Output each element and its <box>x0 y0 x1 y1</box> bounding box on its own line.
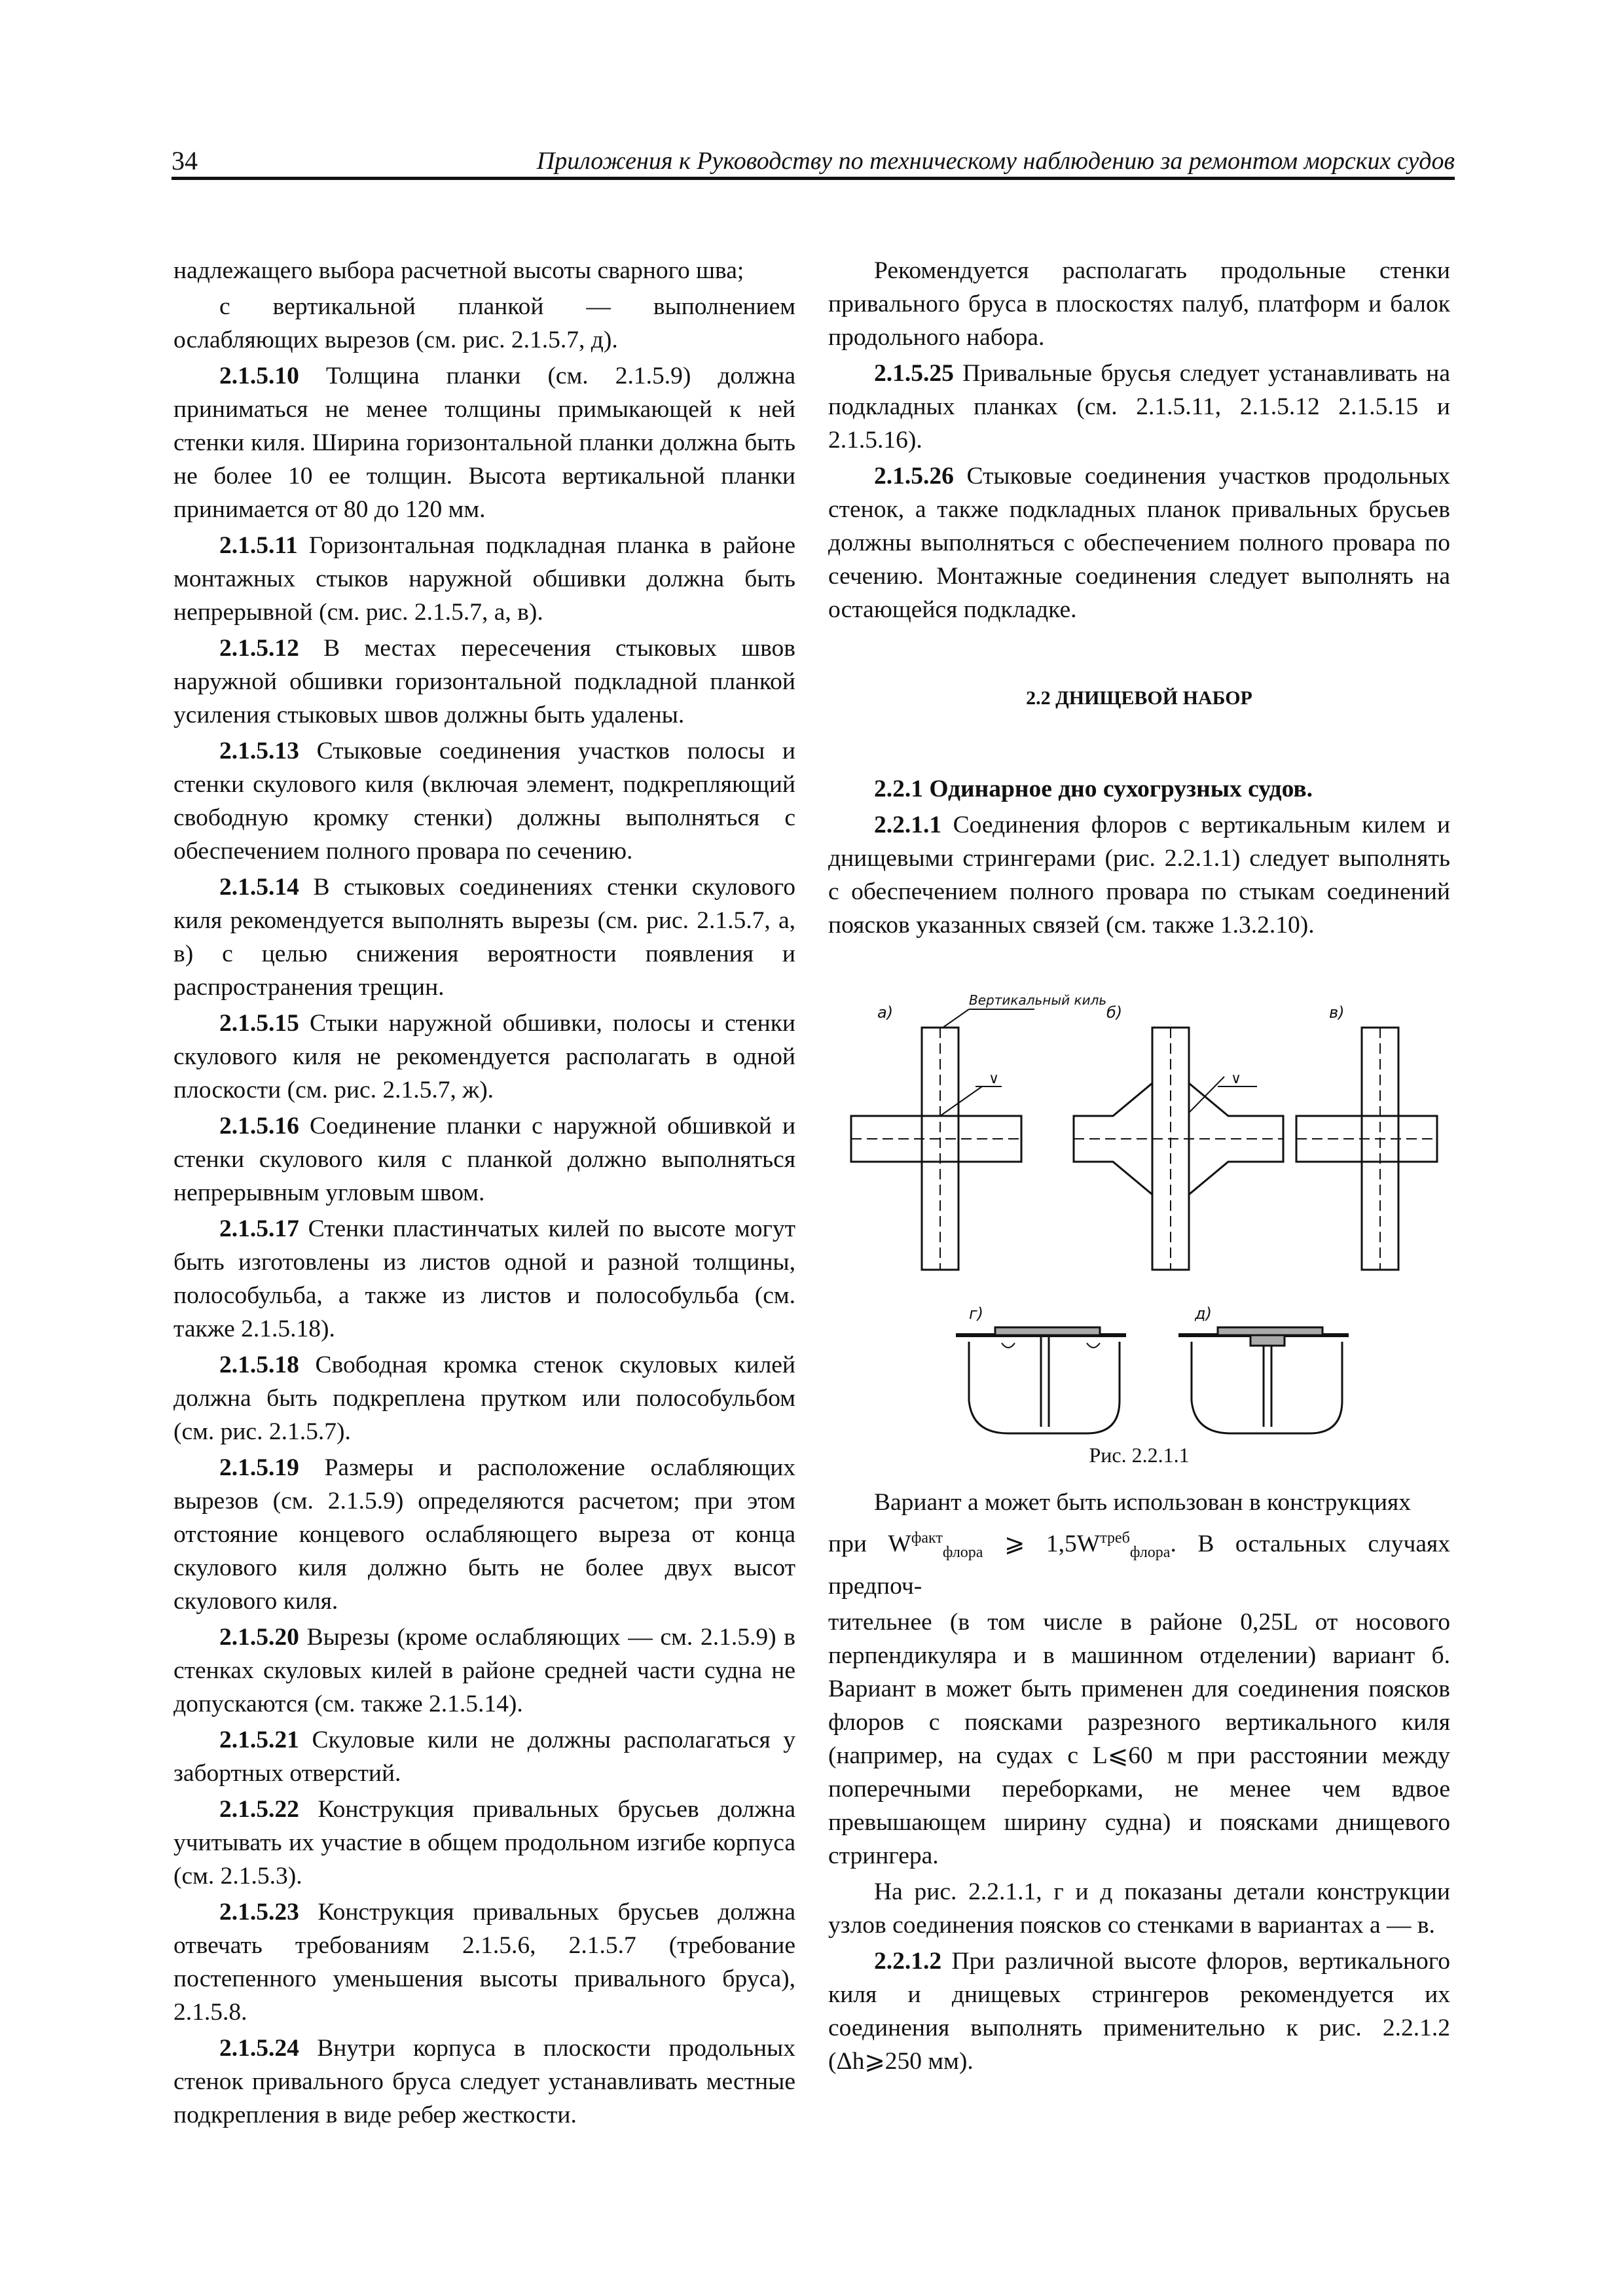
weld-symbol: ∨ <box>1231 1071 1242 1087</box>
paragraph: с вертикальной планкой — выполнением ослабляющих вырезов (см. рис. 2.1.5.7, д). <box>173 293 795 353</box>
paragraph: 2.1.5.19 Размеры и расположение ослабляющих вырезов (см. 2.1.5.9) определяются расчетом; при этом отстояние концевого ослабляющего выреза от конца скулового киля должно быть не более двух высот скулового киля. <box>173 1454 796 1615</box>
label-b: б) <box>1106 1003 1123 1022</box>
paragraph: 2.2.1.1 Соединения флоров с вертикальным килем и днищевыми стрингерами (рис. 2.2.1.1) следует выполнять с обеспечением полного провара по стыкам соединений поясков указанных связей (см. также 1.3.2.10). <box>828 812 1451 939</box>
paragraph: надлежащего выбора расчетной высоты сварного шва; <box>173 257 744 284</box>
paragraph: 2.1.5.15 Стыки наружной обшивки, полосы и стенки скулового киля не рекомендуется располагать в одной плоскости (см. рис. 2.1.5.7, ж). <box>173 1010 795 1103</box>
paragraph: 2.1.5.21 Скуловые кили не должны располагаться у забортных отверстий. <box>173 1727 796 1787</box>
after-figure-text <box>828 1486 1450 2081</box>
paragraph: 2.1.5.18 Свободная кромка стенок скуловых килей должна быть подкреплена прутком или полособульбом (см. рис. 2.1.5.7). <box>173 1352 795 1445</box>
paragraph-formula: при $W^{факт}_{флора}$ ⩾ $1,5W^{треб}_{флора}$. В остальных случаях предпоч- <box>828 1530 1450 1600</box>
figure-caption: Рис. 2.2.1.1 <box>1089 1443 1190 1467</box>
label-v: в) <box>1329 1003 1345 1022</box>
paragraph: Вариант а может быть использован в конструкциях <box>874 1489 1412 1516</box>
paragraph: 2.1.5.22 Конструкция привальных брусьев должна учитывать их участие в общем продольном изгибе корпуса (см. 2.1.5.3). <box>173 1796 795 1890</box>
left-column <box>173 254 795 2134</box>
label-g: г) <box>969 1304 983 1323</box>
header-rule <box>172 177 1455 180</box>
right-column <box>828 254 1450 629</box>
paragraph: 2.1.5.23 Конструкция привальных брусьев должна отвечать требованиям 2.1.5.6, 2.1.5.7 (требование постепенного уменьшения высоты привального бруса), 2.1.5.8. <box>173 1899 795 2026</box>
weld-symbol: ∨ <box>989 1071 1000 1087</box>
paragraph: Рекомендуется располагать продольные стенки привального бруса в плоскостях палуб, платформ и балок продольного набора. <box>828 257 1450 351</box>
label-a: а) <box>877 1003 894 1022</box>
paragraph: 2.2.1.2 При различной высоте флоров, вертикального киля и днищевых стрингеров рекомендуется их соединения выполнять применительно к рис. 2.2.1.2 (Δh⩾250 мм). <box>828 1948 1450 2075</box>
paragraph: 2.1.5.14 В стыковых соединениях стенки скулового киля рекомендуется выполнять вырезы (см. рис. 2.1.5.7, а, в) с целью снижения вероятности появления и распространения трещин. <box>173 874 796 1001</box>
page-number: 34 <box>172 146 198 175</box>
paragraph: 2.1.5.16 Соединение планки с наружной обшивкой и стенки скулового киля с планкой должно выполняться непрерывным угловым швом. <box>173 1113 796 1206</box>
paragraph: 2.1.5.20 Вырезы (кроме ослабляющих — см. 2.1.5.9) в стенках скуловых килей в районе средней части судна не допускаются (см. также 2.1.5.14). <box>173 1624 795 1717</box>
label-keel: Вертикальный киль <box>969 992 1107 1008</box>
running-title: Приложения к Руководству по техническому наблюдению за ремонтом морских судов <box>536 147 1455 175</box>
paragraph: 2.1.5.26 Стыковые соединения участков продольных стенок, а также подкладных планок привальных брусьев должны выполняться с обеспечением полного провара по сечению. Монтажные соединения следует выполнять на остающейся подкладке. <box>828 463 1451 623</box>
figure-2-2-1-1 <box>838 982 1440 1440</box>
page-header <box>172 145 1455 179</box>
paragraph: тительнее (в том числе в районе 0,25L от носового перпендикуляра и в машинном отделении) вариант б. Вариант в может быть применен для соединения поясков флоров с поясками разрезного вертикального киля (например, на судах с L⩽60 м при расстоянии между поперечными переборками, не менее чем вдвое превышающем ширину судна) и поясками днищевого стрингера. <box>828 1609 1450 1869</box>
paragraph: 2.1.5.24 Внутри корпуса в плоскости продольных стенок привального бруса следует устанавливать местные подкрепления в виде ребер жесткости. <box>173 2035 795 2128</box>
paragraph: 2.1.5.12 В местах пересечения стыковых швов наружной обшивки горизонтальной подкладной планкой усиления стыковых швов должны быть удалены. <box>173 635 795 728</box>
subsection-2-2-1 <box>828 772 1450 944</box>
paragraph: На рис. 2.2.1.1, г и д показаны детали конструкции узлов соединения поясков со стенками в вариантах а — в. <box>828 1878 1450 1939</box>
subsection-heading: 2.2.1 Одинарное дно сухогрузных судов. <box>874 776 1313 802</box>
paragraph: 2.1.5.17 Стенки пластинчатых килей по высоте могут быть изготовлены из листов одной и разной толщины, полособульба, а также из листов и полособульба (см. также 2.1.5.18). <box>173 1215 796 1342</box>
paragraph: 2.1.5.10 Толщина планки (см. 2.1.5.9) должна приниматься не менее толщины примыкающей к ней стенки киля. Ширина горизонтальной планки должна быть не более 10 ее толщин. Высота вертикальной планки принимается от 80 до 120 мм. <box>173 363 796 523</box>
section-title: 2.2 ДНИЩЕВОЙ НАБОР <box>1026 687 1252 709</box>
paragraph: 2.1.5.13 Стыковые соединения участков полосы и стенки скулового киля (включая элемент, подкрепляющий свободную кромку стенки) должны выполняться с обеспечением полного провара по сечению. <box>173 738 795 865</box>
paragraph: 2.1.5.25 Привальные брусья следует устанавливать на подкладных планках (см. 2.1.5.11, 2.1.5.12 2.1.5.15 и 2.1.5.16). <box>828 360 1450 454</box>
label-d: д) <box>1195 1304 1212 1323</box>
paragraph: 2.1.5.11 Горизонтальная подкладная планка в районе монтажных стыков наружной обшивки должна быть непрерывной (см. рис. 2.1.5.7, а, в). <box>173 532 795 626</box>
